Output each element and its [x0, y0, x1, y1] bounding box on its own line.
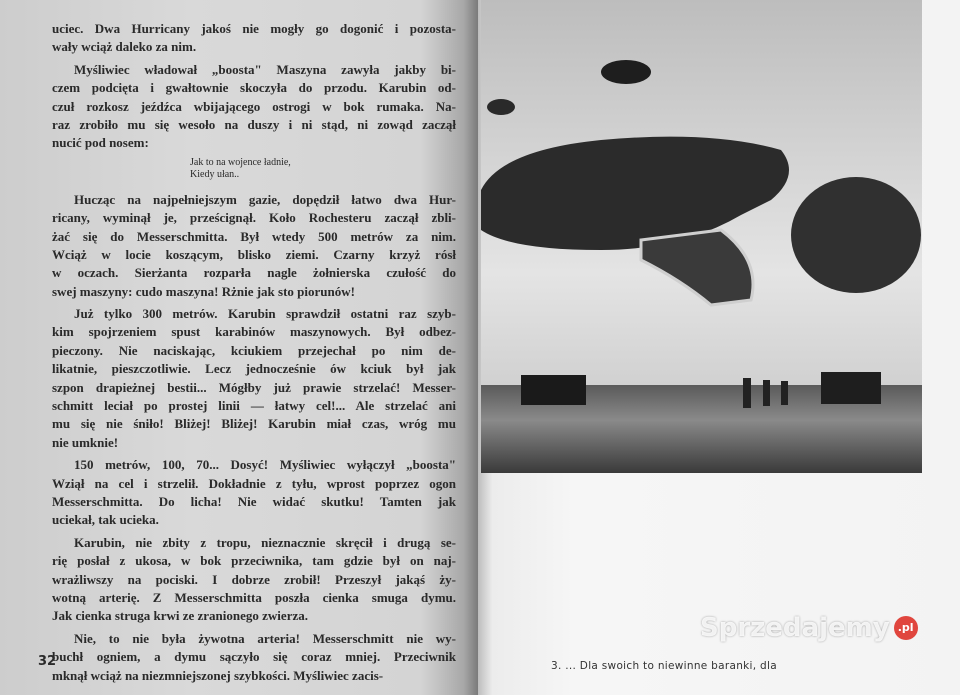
text-line: uciec. Dwa Hurricany jakoś nie mogły go dogonić i pozosta-: [52, 21, 456, 36]
text-line: wotną arterię. Z Messerschmitta poszła cienka smuga dymu.: [52, 589, 456, 605]
text-line: Wziął na cel i strzelił. Dokładnie z tyłu, wprost poprzez ogon: [52, 475, 456, 491]
text-line: szpon drapieżnej bestii... Mógłby już prawie strzelać! Messer-: [52, 379, 456, 395]
body-text: [52, 20, 456, 689]
photo-caption: 3. ... Dla swoich to niewinne baranki, dla: [551, 660, 777, 672]
page-number: 32: [38, 654, 57, 669]
text-line: Hucząc na najpełniejszym gazie, dopędził łatwo dwa Hur-: [74, 191, 456, 207]
text-line: buchł ogniem, a dymu sączyło się coraz mniej. Przeciwnik: [52, 649, 456, 665]
text-line: Karubin, nie zbity z tropu, nieznacznie skręcił i drugą se-: [74, 534, 456, 550]
text-line: Nie, to nie była żywotna arteria! Messerschmitt nie wy-: [74, 630, 456, 646]
watermark-badge: .pl: [894, 616, 918, 640]
barrage-balloons-photo: [481, 0, 922, 473]
watermark: Sprzedajemy: [700, 613, 890, 643]
small-balloon: [487, 99, 515, 115]
text-line: uciekał, tak ucieka.: [52, 512, 159, 528]
paragraph: [52, 20, 456, 57]
text-line: mknął wciąż na niezmniejszonej szybkości. Myśliwiec zacis-: [52, 667, 384, 683]
text-line: wrażliwszy na pociski. I dobrze zrobił! Przeszył jakąś ży-: [52, 571, 456, 587]
text-line: mu się nie śniło! Bliżej! Bliżej! Karubin miał czas, wróg mu: [52, 416, 456, 432]
verse-line: Kiedy ułan..: [190, 168, 240, 180]
text-line: nie umknie!: [52, 434, 119, 450]
paragraph: [52, 61, 456, 153]
text-line: czuł rozkosz jeźdźca wbijającego ostrogi w bok rumaka. Na-: [52, 98, 456, 114]
truck: [521, 375, 586, 405]
text-line: Już tylko 300 metrów. Karubin sprawdził ostatni raz szyb-: [74, 306, 456, 322]
text-line: rię posłał z ukosa, w bok przeciwnika, tam gdzie był on naj-: [52, 553, 456, 569]
song-verse: [52, 157, 456, 181]
paragraph: [52, 456, 456, 530]
verse-line: Jak to na wojence ładnie,: [190, 156, 291, 168]
text-line: czem podcięta i gwałtownie skoczyła do przodu. Karubin od-: [52, 80, 456, 96]
text-line: Jak cienka struga krwi ze zranionego zwierza.: [52, 608, 308, 624]
text-line: raz zrobiło mu się wesoło na duszy i ni stąd, ni zowąd zaczął: [52, 116, 456, 132]
right-balloon: [791, 177, 921, 293]
paragraph: [52, 191, 456, 301]
watermark-group: [700, 612, 918, 644]
paragraph: [52, 305, 456, 452]
text-line: Wciąż w locie koszącym, blisko ziemi. Czarny krzyż rósł: [52, 246, 456, 262]
text-line: swej maszyny: cudo maszyna! Rżnie jak sto piorunów!: [52, 283, 355, 299]
text-line: kim spojrzeniem spust karabinów maszynowych. Był odbez-: [52, 324, 456, 340]
truck: [821, 372, 881, 404]
text-line: ricany, wyminął je, prześcignął. Koło Rochesteru zaczął zbli-: [52, 210, 456, 226]
text-line: Myśliwiec władował „boosta" Maszyna zawyła jakby bi-: [74, 61, 456, 77]
small-balloon: [601, 60, 651, 84]
paragraph: [52, 630, 456, 685]
text-line: pieczony. Nie naciskając, kciukiem przejechał po nim de-: [52, 342, 456, 358]
text-line: 150 metrów, 100, 70... Dosyć! Myśliwiec wyłączył „boosta": [74, 457, 456, 473]
text-line: schmitt leciał po prostej linii — łatwy cel!... Ale strzelać ani: [52, 398, 456, 414]
paragraph: [52, 534, 456, 626]
text-line: Messerschmitta. Do licha! Nie widać skutku! Tamten jak: [52, 493, 456, 509]
text-line: likatnie, pieszczotliwie. Lecz jednocześnie ów kciuk był jak: [52, 361, 456, 377]
text-line: wały wciąż daleko za nim.: [52, 39, 197, 55]
text-line: w oczach. Sierżanta rozparła nagle żołnierska czułość do: [52, 265, 456, 281]
text-line: nucić pod nosem:: [52, 135, 149, 151]
text-line: żać się do Messerschmitta. Był wtedy 500 metrów za nim.: [52, 228, 456, 244]
